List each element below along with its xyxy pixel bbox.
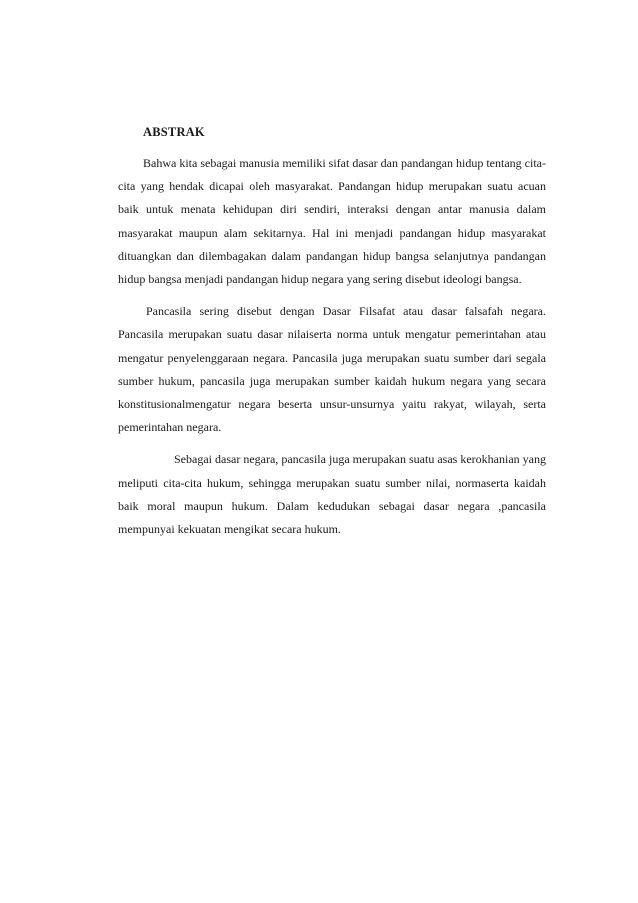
- abstract-paragraph-1: Bahwa kita sebagai manusia memiliki sifat dasar dan pandangan hidup tentang cita-cita yang hendak dicapai oleh masyarakat. Pandangan hidup merupakan suatu acuan baik untuk menata kehidupan diri sendiri, interaksi dengan antar manusia dalam masyarakat maupun alam sekitarnya. Hal ini menjadi pandangan hidup masyarakat dituangkan dan dilembagakan dalam pandangan hidup bangsa selanjutnya pandangan hidup bangsa menjadi pandangan hidup negara yang sering disebut ideologi bangsa.: [118, 156, 546, 287]
- abstract-heading: ABSTRAK: [143, 125, 205, 139]
- document-content: [118, 124, 546, 541]
- abstract-paragraph-2: Pancasila sering disebut dengan Dasar Filsafat atau dasar falsafah negara. Pancasila merupakan suatu dasar nilaiserta norma untuk mengatur pemerintahan atau mengatur penyelenggaraan negara. Pancasila juga merupakan suatu sumber dari segala sumber hukum, pancasila juga merupakan sumber kaidah hukum negara yang secara konstitusionalmengatur negara beserta unsur-unsurnya yaitu rakyat, wilayah, serta pemerintahan negara.: [118, 304, 546, 435]
- abstract-paragraph-3: Sebagai dasar negara, pancasila juga merupakan suatu asas kerokhanian yang meliputi cita-cita hukum, sehingga merupakan suatu sumber nilai, normaserta kaidah baik moral maupun hukum. Dalam kedudukan sebagai dasar negara ,pancasila mempunyai kekuatan mengikat secara hukum.: [118, 452, 546, 537]
